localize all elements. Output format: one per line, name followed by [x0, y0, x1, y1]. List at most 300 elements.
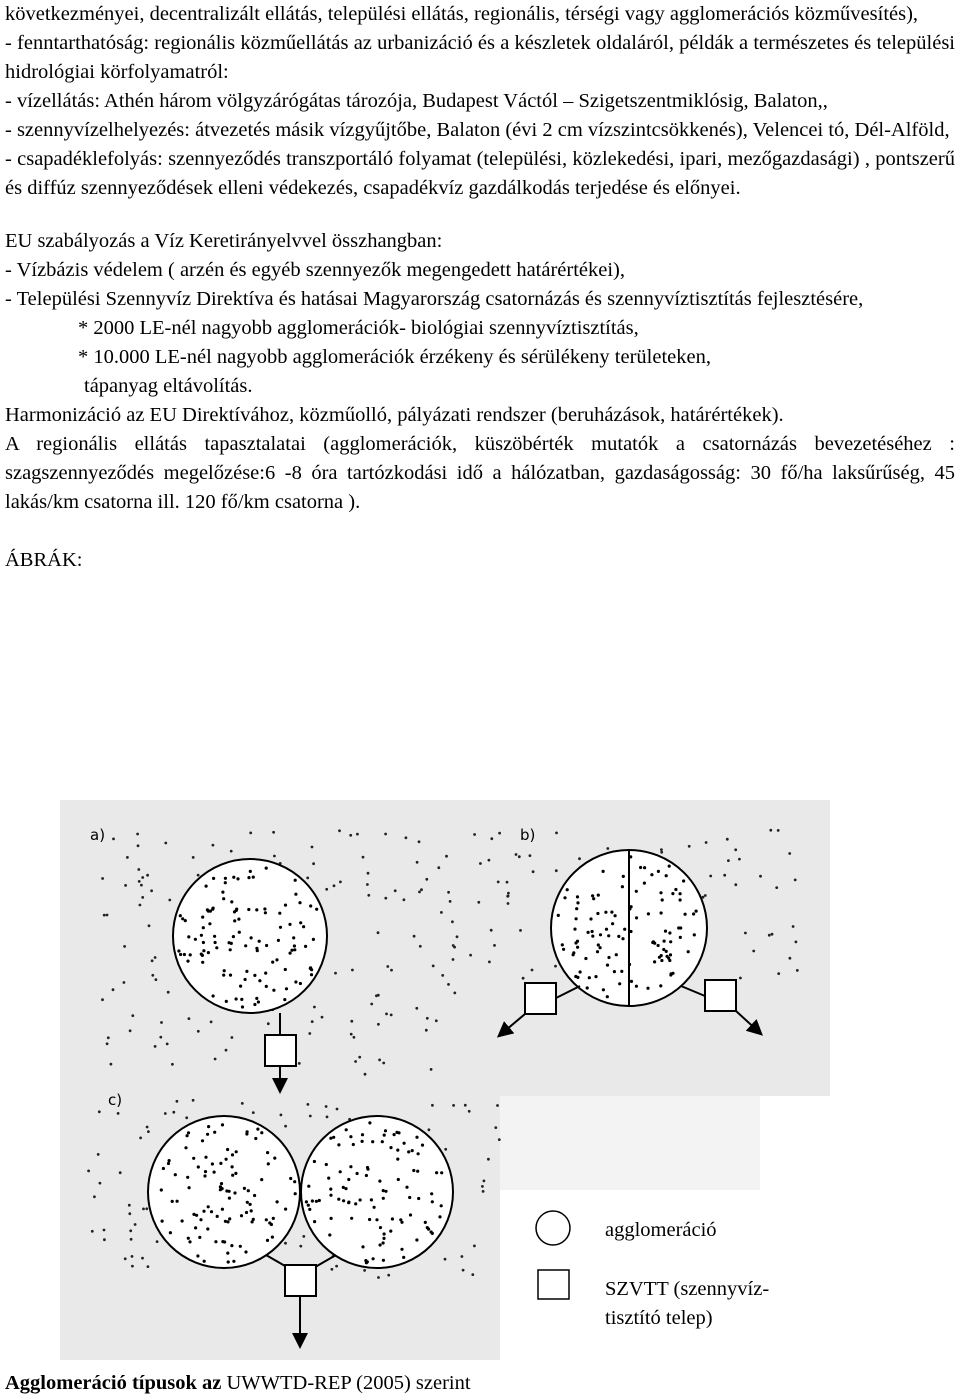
population-dot	[205, 885, 208, 888]
scatter-dot	[137, 844, 140, 847]
scatter-dot	[338, 829, 341, 832]
scatter-dot	[214, 1058, 217, 1061]
population-dot	[221, 1123, 224, 1126]
legend-agglomeration-label: agglomeráció	[605, 1219, 717, 1241]
population-dot	[361, 1140, 364, 1143]
population-dot	[272, 1217, 275, 1220]
scatter-dot	[150, 889, 153, 892]
scatter-dot	[128, 1212, 131, 1215]
scatter-dot	[101, 998, 104, 1001]
population-dot	[305, 1200, 308, 1203]
population-dot	[276, 1200, 279, 1203]
scatter-dot	[367, 872, 370, 875]
scatter-dot	[140, 884, 143, 887]
population-dot	[611, 922, 614, 925]
population-dot	[605, 928, 608, 931]
scatter-dot	[126, 856, 129, 859]
population-dot	[604, 911, 607, 914]
population-dot	[225, 1158, 228, 1161]
population-dot	[243, 1187, 246, 1190]
scatter-dot	[431, 1104, 434, 1107]
population-dot	[240, 1214, 243, 1217]
scatter-dot	[789, 957, 792, 960]
scatter-dot	[794, 879, 797, 882]
population-dot	[576, 901, 579, 904]
scatter-dot	[507, 895, 510, 898]
population-dot	[373, 1206, 376, 1209]
scatter-dot	[759, 875, 762, 878]
population-dot	[591, 930, 594, 933]
population-dot	[161, 1220, 164, 1223]
population-dot	[405, 1186, 408, 1189]
population-dot	[339, 1170, 342, 1173]
population-dot	[599, 933, 602, 936]
population-dot	[375, 1218, 378, 1221]
population-dot	[440, 1204, 443, 1207]
scatter-dot	[375, 994, 378, 997]
scatter-dot	[497, 881, 500, 884]
population-dot	[222, 897, 225, 900]
population-dot	[188, 1240, 191, 1243]
population-dot	[397, 1131, 400, 1134]
scatter-dot	[416, 861, 419, 864]
population-dot	[288, 923, 291, 926]
scatter-dot	[726, 838, 729, 841]
population-dot	[249, 1203, 252, 1206]
scatter-dot	[171, 1063, 174, 1066]
population-dot	[255, 908, 258, 911]
scatter-dot	[738, 858, 741, 861]
population-dot	[329, 1194, 332, 1197]
population-dot	[293, 944, 296, 947]
population-dot	[239, 985, 242, 988]
scatter-dot	[311, 1020, 314, 1023]
population-dot	[393, 1133, 396, 1136]
scatter-dot	[425, 878, 428, 881]
population-dot	[186, 960, 189, 963]
scatter-dot	[93, 1195, 96, 1198]
scatter-dot	[382, 1062, 385, 1065]
population-dot	[224, 881, 227, 884]
population-dot	[653, 960, 656, 963]
scatter-dot	[688, 845, 691, 848]
population-dot	[247, 908, 250, 911]
population-dot	[365, 1174, 368, 1177]
population-dot	[602, 988, 605, 991]
scatter-dot	[309, 1115, 312, 1118]
scatter-dot	[119, 1171, 122, 1174]
scatter-dot	[362, 856, 365, 859]
scatter-dot	[775, 886, 778, 889]
scatter-dot	[387, 1274, 390, 1277]
scatter-dot	[225, 1049, 228, 1052]
scatter-dot	[426, 1017, 429, 1020]
population-dot	[409, 1213, 412, 1216]
population-dot	[400, 1248, 403, 1251]
scatter-dot	[519, 929, 522, 932]
scatter-dot	[164, 842, 167, 845]
population-dot	[223, 969, 226, 972]
population-dot	[221, 891, 224, 894]
population-dot	[679, 936, 682, 939]
population-dot	[231, 1153, 234, 1156]
scatter-dot	[488, 859, 491, 862]
population-dot	[337, 1198, 340, 1201]
population-dot	[597, 894, 600, 897]
population-dot	[575, 907, 578, 910]
scatter-dot	[425, 1029, 428, 1032]
scatter-dot	[734, 883, 737, 886]
population-dot	[643, 882, 646, 885]
scatter-dot	[734, 848, 737, 851]
population-dot	[573, 928, 576, 931]
population-dot	[592, 897, 595, 900]
population-dot	[253, 1194, 256, 1197]
scatter-dot	[299, 1245, 302, 1248]
population-dot	[222, 974, 225, 977]
population-dot	[201, 916, 204, 919]
scatter-dot	[705, 841, 708, 844]
population-dot	[354, 1202, 357, 1205]
population-dot	[162, 1167, 165, 1170]
population-dot	[272, 989, 275, 992]
population-dot	[639, 866, 642, 869]
population-dot	[167, 1162, 170, 1165]
population-dot	[408, 1196, 411, 1199]
population-dot	[584, 957, 587, 960]
population-dot	[233, 919, 236, 922]
scatter-dot	[106, 914, 109, 917]
scatter-dot	[777, 829, 780, 832]
population-dot	[606, 995, 609, 998]
population-dot	[607, 934, 610, 937]
scatter-dot	[147, 1130, 150, 1133]
scatter-dot	[129, 1229, 132, 1232]
population-dot	[313, 1160, 316, 1163]
population-dot	[232, 876, 235, 879]
population-dot	[256, 1128, 259, 1131]
scatter-dot	[507, 892, 510, 895]
population-dot	[368, 1218, 371, 1221]
population-dot	[266, 1151, 269, 1154]
population-dot	[215, 946, 218, 949]
population-dot	[597, 943, 600, 946]
population-dot	[366, 1168, 369, 1171]
scatter-dot	[311, 846, 314, 849]
population-dot	[417, 1152, 420, 1155]
population-dot	[227, 1260, 230, 1263]
population-dot	[671, 892, 674, 895]
population-dot	[361, 1245, 364, 1248]
population-dot	[350, 1217, 353, 1220]
scatter-dot	[606, 847, 609, 850]
scatter-dot	[284, 1242, 287, 1245]
population-dot	[635, 916, 638, 919]
population-dot	[299, 921, 302, 924]
scatter-dot	[325, 888, 328, 891]
scatter-dot	[98, 1110, 101, 1113]
population-dot	[212, 994, 215, 997]
scatter-dot	[378, 1059, 381, 1062]
population-dot	[309, 904, 312, 907]
scatter-dot	[473, 1245, 476, 1248]
population-dot	[230, 942, 233, 945]
scatter-dot	[554, 965, 557, 968]
population-dot	[610, 911, 613, 914]
scatter-dot	[483, 1180, 486, 1183]
scatter-dot	[482, 1190, 485, 1193]
population-dot	[312, 938, 315, 941]
scatter-dot	[101, 877, 104, 880]
scatter-dot	[461, 1255, 464, 1258]
scatter-dot	[252, 1111, 255, 1114]
population-dot	[315, 908, 318, 911]
scatter-dot	[156, 1240, 159, 1243]
population-dot	[230, 900, 233, 903]
population-dot	[635, 985, 638, 988]
scatter-dot	[168, 899, 171, 902]
population-dot	[389, 1230, 392, 1233]
population-dot	[318, 1199, 321, 1202]
population-dot	[284, 904, 287, 907]
population-dot	[176, 1200, 179, 1203]
population-dot	[214, 941, 217, 944]
population-dot	[586, 986, 589, 989]
population-dot	[435, 1171, 438, 1174]
population-dot	[220, 1182, 223, 1185]
population-dot	[192, 1157, 195, 1160]
scatter-dot	[212, 844, 215, 847]
scatter-dot	[192, 856, 195, 859]
population-dot	[575, 917, 578, 920]
population-dot	[235, 908, 238, 911]
population-dot	[292, 936, 295, 939]
scatter-dot	[515, 853, 518, 856]
population-dot	[273, 1157, 276, 1160]
scatter-dot	[139, 1137, 142, 1140]
scatter-dot	[307, 1103, 310, 1106]
scatter-dot	[532, 870, 535, 873]
population-dot	[181, 1219, 184, 1222]
scatter-dot	[112, 838, 115, 841]
population-dot	[384, 1129, 387, 1132]
population-dot	[187, 1237, 190, 1240]
population-dot	[372, 1257, 375, 1260]
scatter-dot	[167, 991, 170, 994]
population-dot	[337, 1143, 340, 1146]
scatter-dot	[493, 944, 496, 947]
scatter-dot	[103, 1229, 106, 1232]
population-dot	[329, 1137, 332, 1140]
population-dot	[252, 1218, 255, 1221]
scatter-dot	[723, 874, 726, 877]
scatter-dot	[441, 974, 444, 977]
population-dot	[660, 959, 663, 962]
population-dot	[617, 935, 620, 938]
scatter-dot	[197, 874, 200, 877]
paragraph-harmonization: Harmonizáció az EU Direktívához, közműolló, pályázati rendszer (beruházások, határértékek).	[5, 404, 784, 426]
population-dot	[234, 1172, 237, 1175]
scatter-dot	[704, 894, 707, 897]
scatter-dot	[106, 1042, 109, 1045]
population-dot	[440, 1171, 443, 1174]
scatter-dot	[176, 1100, 179, 1103]
scatter-dot	[353, 1036, 356, 1039]
scatter-dot	[788, 852, 791, 855]
scatter-dot	[744, 932, 747, 935]
population-dot	[231, 1174, 234, 1177]
population-dot	[679, 892, 682, 895]
scatter-dot	[522, 977, 525, 980]
population-dot	[241, 1005, 244, 1008]
population-dot	[623, 928, 626, 931]
population-dot	[421, 1144, 424, 1147]
scatter-dot	[403, 898, 406, 901]
population-dot	[188, 1186, 191, 1189]
population-dot	[260, 1131, 263, 1134]
scatter-dot	[370, 1003, 373, 1006]
scatter-dot	[335, 1265, 338, 1268]
scatter-dot	[155, 978, 158, 981]
population-dot	[566, 888, 569, 891]
scatter-dot	[124, 1257, 127, 1260]
population-dot	[344, 1187, 347, 1190]
population-dot	[174, 1173, 177, 1176]
population-dot	[204, 1170, 207, 1173]
population-dot	[212, 877, 215, 880]
population-dot	[202, 1210, 205, 1213]
scatter-dot	[197, 1030, 200, 1033]
scatter-dot	[313, 1006, 316, 1009]
scatter-dot	[792, 925, 795, 928]
scatter-dot	[151, 974, 154, 977]
population-dot	[245, 1211, 248, 1214]
population-dot	[284, 1208, 287, 1211]
eu-subitem-2000: * 2000 LE-nél nagyobb agglomerációk- biológiai szennyvíztisztítás,	[78, 317, 639, 339]
population-dot	[230, 1244, 233, 1247]
population-dot	[187, 935, 190, 938]
scatter-dot	[367, 894, 370, 897]
scatter-dot	[394, 889, 397, 892]
population-dot	[206, 1227, 209, 1230]
scatter-dot	[490, 837, 493, 840]
scatter-dot	[390, 1014, 393, 1017]
population-dot	[224, 1220, 227, 1223]
population-dot	[328, 1233, 331, 1236]
scatter-dot	[363, 1269, 366, 1272]
population-dot	[424, 1221, 427, 1224]
scatter-dot	[107, 1036, 110, 1039]
population-dot	[232, 1260, 235, 1263]
population-dot	[183, 953, 186, 956]
paragraph-water-supply: - vízellátás: Athén három völgyzárógátas tározója, Budapest Váctól – Szigetszentmiklósig, Balaton,,	[5, 90, 828, 112]
population-dot	[579, 970, 582, 973]
treatment-plant-square-b-left	[525, 983, 556, 1014]
scatter-dot	[453, 992, 456, 995]
scatter-dot	[134, 1223, 137, 1226]
scatter-dot	[146, 874, 149, 877]
population-dot	[246, 1201, 249, 1204]
population-dot	[214, 1240, 217, 1243]
population-dot	[670, 972, 673, 975]
scatter-dot	[91, 1230, 94, 1233]
scatter-dot	[188, 1017, 191, 1020]
population-dot	[200, 934, 203, 937]
scatter-dot	[349, 834, 352, 837]
population-dot	[204, 1156, 207, 1159]
population-dot	[383, 1232, 386, 1235]
population-dot	[271, 961, 274, 964]
paragraph-stormwater: - csapadéklefolyás: szennyeződés transzportáló folyamat (települési, közlekedési, ipari, mezőgazdasági) , pontszerű és diffúz szennyeződések elleni védekezés, csapadékvíz gazdálkodás terjedése és előnyei.	[5, 148, 955, 199]
population-dot	[402, 1256, 405, 1259]
panel-label-b: b)	[520, 826, 536, 844]
population-dot	[327, 1177, 330, 1180]
scatter-dot	[384, 897, 387, 900]
population-dot	[615, 953, 618, 956]
population-dot	[237, 918, 240, 921]
population-dot	[201, 1139, 204, 1142]
population-dot	[225, 1000, 228, 1003]
population-dot	[235, 1150, 238, 1153]
population-dot	[211, 908, 214, 911]
scatter-dot	[451, 920, 454, 923]
scatter-dot	[339, 881, 342, 884]
population-dot	[311, 1199, 314, 1202]
population-dot	[416, 1170, 419, 1173]
scatter-dot	[444, 1258, 447, 1261]
scatter-dot	[498, 832, 501, 835]
scatter-dot	[110, 1063, 113, 1066]
population-dot	[382, 1197, 385, 1200]
population-dot	[657, 944, 660, 947]
population-dot	[304, 945, 307, 948]
population-dot	[618, 982, 621, 985]
paragraph-wastewater: - szennyvízelhelyezés: átvezetés másik vízgyűjtőbe, Balaton (évi 2 cm vízszintcsökkenés), Velencei tó, Dél-Alföld,	[5, 119, 950, 141]
treatment-plant-square-b-right	[705, 980, 736, 1011]
scatter-dot	[358, 1056, 361, 1059]
population-dot	[572, 953, 575, 956]
scatter-dot	[141, 896, 144, 899]
scatter-dot	[469, 954, 472, 957]
scatter-dot	[366, 883, 369, 886]
population-dot	[203, 1260, 206, 1263]
population-dot	[250, 1209, 253, 1212]
population-dot	[231, 1165, 234, 1168]
legend-plant-label-line1: SZVTT (szennyvíz-	[605, 1278, 770, 1300]
population-dot	[382, 1241, 385, 1244]
scatter-dot	[468, 1110, 471, 1113]
population-dot	[361, 1133, 364, 1136]
population-dot	[417, 1197, 420, 1200]
scatter-dot	[487, 1158, 490, 1161]
population-dot	[270, 1223, 273, 1226]
population-dot	[382, 1237, 385, 1240]
scatter-dot	[462, 1269, 465, 1272]
scatter-dot	[249, 832, 252, 835]
agglomeration-circle-c-left	[148, 1116, 300, 1268]
population-dot	[194, 1226, 197, 1229]
population-dot	[430, 1192, 433, 1195]
population-dot	[208, 922, 211, 925]
scatter-dot	[578, 857, 581, 860]
population-dot	[313, 1220, 316, 1223]
scatter-dot	[160, 1021, 163, 1024]
scatter-dot	[555, 869, 558, 872]
scatter-dot	[356, 833, 359, 836]
population-dot	[382, 1189, 385, 1192]
population-dot	[194, 938, 197, 941]
population-dot	[587, 931, 590, 934]
